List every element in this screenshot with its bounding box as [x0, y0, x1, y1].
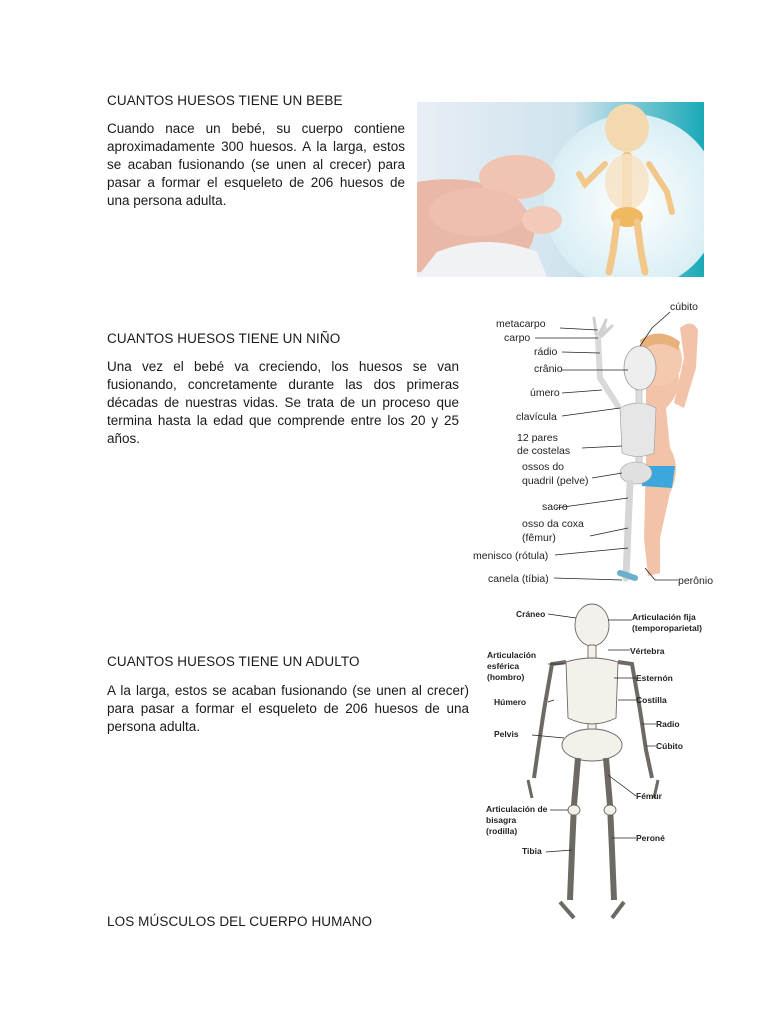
adult-skeleton-diagram [484, 600, 712, 928]
label-menisco: menisco (rótula) [473, 550, 549, 562]
label-radio-adult: Radio [656, 719, 680, 729]
heading-bebe: CUANTOS HUESOS TIENE UN BEBE [107, 93, 343, 108]
label-costilla: Costilla [636, 695, 667, 705]
label-tibia: Tibia [522, 846, 542, 856]
paragraph-adulto: A la larga, estos se acaban fusionando (se unen al crecer) para pasar a formar el esqueleto de 206 huesos de una persona adulta. [107, 683, 469, 734]
paragraph-nino: Una vez el bebé va creciendo, los huesos se van fusionando, concretamente durante las dos primeras décadas de nuestras vidas. Se trata de un proceso que termina hasta la edad que comprende entre los 20 y 25 años. [107, 359, 459, 446]
label-cranio: crânio [534, 363, 563, 375]
label-canela: canela (tíbia) [488, 573, 549, 585]
label-peronio: perônio [678, 575, 714, 587]
label-vertebra: Vértebra [630, 646, 665, 656]
label-humero: Húmero [494, 697, 527, 707]
label-umero: úmero [530, 387, 560, 399]
label-quadril-1: ossos do [522, 461, 565, 473]
label-fija-2: (temporoparietal) [632, 623, 702, 633]
label-sacro: sacro [542, 501, 568, 513]
label-bisagra-1: Articulación de [486, 804, 548, 814]
label-cubito-adult: Cúbito [656, 741, 683, 751]
label-fija-1: Articulación fija [632, 612, 696, 622]
label-costelas-1: 12 pares [517, 432, 558, 444]
label-cubito: cúbito [670, 301, 699, 313]
label-clavicula: clavícula [516, 411, 557, 423]
label-femur: Fémur [636, 791, 662, 801]
label-esferica-3: (hombro) [487, 672, 525, 682]
heading-nino: CUANTOS HUESOS TIENE UN NIÑO [107, 331, 341, 346]
heading-musculos: LOS MÚSCULOS DEL CUERPO HUMANO [107, 914, 373, 929]
baby-skeleton-image [417, 102, 704, 277]
paragraph-bebe: Cuando nace un bebé, su cuerpo contiene aproximadamente 300 huesos. A la larga, estos se acaban fusionando (se unen al crecer) para pasar a formar el esqueleto de 206 huesos de una persona adulta. [107, 121, 405, 208]
label-metacarpo: metacarpo [496, 318, 546, 330]
label-quadril-2: quadril (pelve) [522, 475, 589, 487]
label-pelvis: Pelvis [494, 729, 519, 739]
child-illustration [594, 318, 698, 578]
label-bisagra-2: bisagra [486, 815, 517, 825]
label-carpo: carpo [504, 332, 531, 344]
label-coxa-2: (fêmur) [522, 532, 556, 544]
heading-adulto: CUANTOS HUESOS TIENE UN ADULTO [107, 654, 360, 669]
child-skeleton-diagram [470, 298, 720, 593]
label-radio: rádio [534, 346, 558, 358]
label-esferica-1: Articulación [487, 650, 537, 660]
label-esternon: Esternón [636, 673, 673, 683]
label-costelas-2: de costelas [517, 445, 571, 457]
label-esferica-2: esférica [487, 661, 520, 671]
label-bisagra-3: (rodilla) [486, 826, 518, 836]
label-coxa-1: osso da coxa [522, 518, 584, 530]
label-perone: Peroné [636, 833, 665, 843]
label-craneo: Cráneo [516, 609, 546, 619]
